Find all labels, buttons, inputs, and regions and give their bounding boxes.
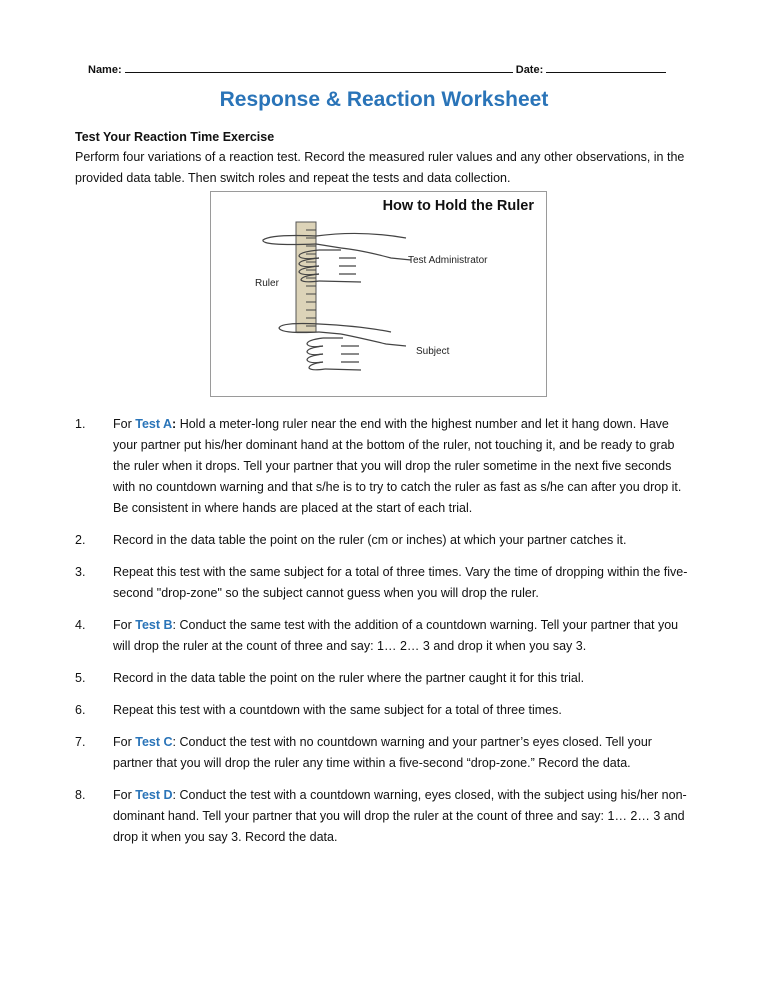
step-number: 3. bbox=[75, 565, 86, 579]
administrator-hand bbox=[263, 233, 411, 282]
instruction-step bbox=[75, 732, 695, 774]
step-prefix: For bbox=[113, 417, 136, 431]
step-prefix: For bbox=[113, 788, 136, 802]
name-label: Name: bbox=[88, 64, 122, 76]
instruction-step bbox=[75, 414, 695, 519]
figure-title: How to Hold the Ruler bbox=[382, 198, 534, 214]
step-text: Hold a meter-long ruler near the end with the highest number and let it hang down. Have your partner put his/her dominant hand at the bottom of the ruler, not touching it, and be ready to grab the ruler when it drops. Tell your partner that you will drop the ruler sometime in the next five seconds with no countdown warning and that s/he is to try to catch the ruler as fast as s/he can after you drop it. Be consistent in where hands are placed at the start of each trial. bbox=[113, 417, 682, 515]
step-number: 4. bbox=[75, 618, 86, 632]
ruler-label: Ruler bbox=[255, 278, 279, 289]
intro-paragraph: Perform four variations of a reaction test. Record the measured ruler values and any other observations, in the provided data table. Then switch roles and repeat the tests and data collection. bbox=[75, 150, 685, 185]
instruction-step bbox=[75, 785, 695, 848]
date-blank bbox=[546, 62, 666, 73]
test-name: Test A bbox=[135, 417, 173, 431]
step-number: 2. bbox=[75, 533, 86, 547]
step-text: : Conduct the test with a countdown warning, eyes closed, with the subject using his/her non-dominant hand. Tell your partner that you will drop the ruler at the count of three and say: 1… 2… 3 and drop it when you say 3. Record the data. bbox=[113, 788, 687, 844]
ruler-figure bbox=[210, 191, 547, 397]
step-text: Repeat this test with a countdown with the same subject for a total of three times. bbox=[113, 703, 562, 717]
ruler-illustration bbox=[211, 192, 548, 398]
test-colon: : bbox=[172, 417, 177, 431]
test-name: Test B bbox=[135, 618, 173, 632]
subject-label: Subject bbox=[416, 346, 450, 357]
step-prefix: For bbox=[113, 735, 136, 749]
administrator-label: Test Administrator bbox=[408, 255, 488, 266]
step-prefix: For bbox=[113, 618, 136, 632]
step-number: 8. bbox=[75, 788, 86, 802]
name-blank bbox=[125, 62, 513, 73]
step-text: : Conduct the same test with the addition of a countdown warning. Tell your partner that you will drop the ruler at the count of three and say: 1… 2… 3 and drop it when you say 3. bbox=[113, 618, 679, 653]
instruction-step bbox=[75, 615, 695, 657]
page-title: Response & Reaction Worksheet bbox=[219, 88, 549, 111]
step-text: Record in the data table the point on the ruler where the partner caught it for this trial. bbox=[113, 671, 585, 685]
test-name: Test D bbox=[135, 788, 173, 802]
step-number: 1. bbox=[75, 417, 86, 431]
step-number: 6. bbox=[75, 703, 86, 717]
header-line bbox=[88, 62, 666, 76]
step-text: Record in the data table the point on the ruler (cm or inches) at which your partner catches it. bbox=[113, 533, 627, 547]
instruction-step bbox=[75, 562, 695, 604]
step-text: : Conduct the test with no countdown warning and your partner’s eyes closed. Tell your partner that you will drop the ruler any time within a five-second “drop-zone.” Record the data. bbox=[113, 735, 652, 770]
instruction-step bbox=[75, 700, 695, 721]
instruction-step bbox=[75, 668, 695, 689]
step-number: 7. bbox=[75, 735, 86, 749]
exercise-heading: Test Your Reaction Time Exercise bbox=[75, 130, 275, 144]
instruction-list bbox=[75, 414, 695, 859]
test-name: Test C bbox=[135, 735, 173, 749]
instruction-step bbox=[75, 530, 695, 551]
step-number: 5. bbox=[75, 671, 86, 685]
step-text: Repeat this test with the same subject for a total of three times. Vary the time of dropping within the five-second "drop-zone" so the subject cannot guess when you will drop the ruler. bbox=[113, 565, 688, 600]
date-label: Date: bbox=[515, 64, 544, 76]
